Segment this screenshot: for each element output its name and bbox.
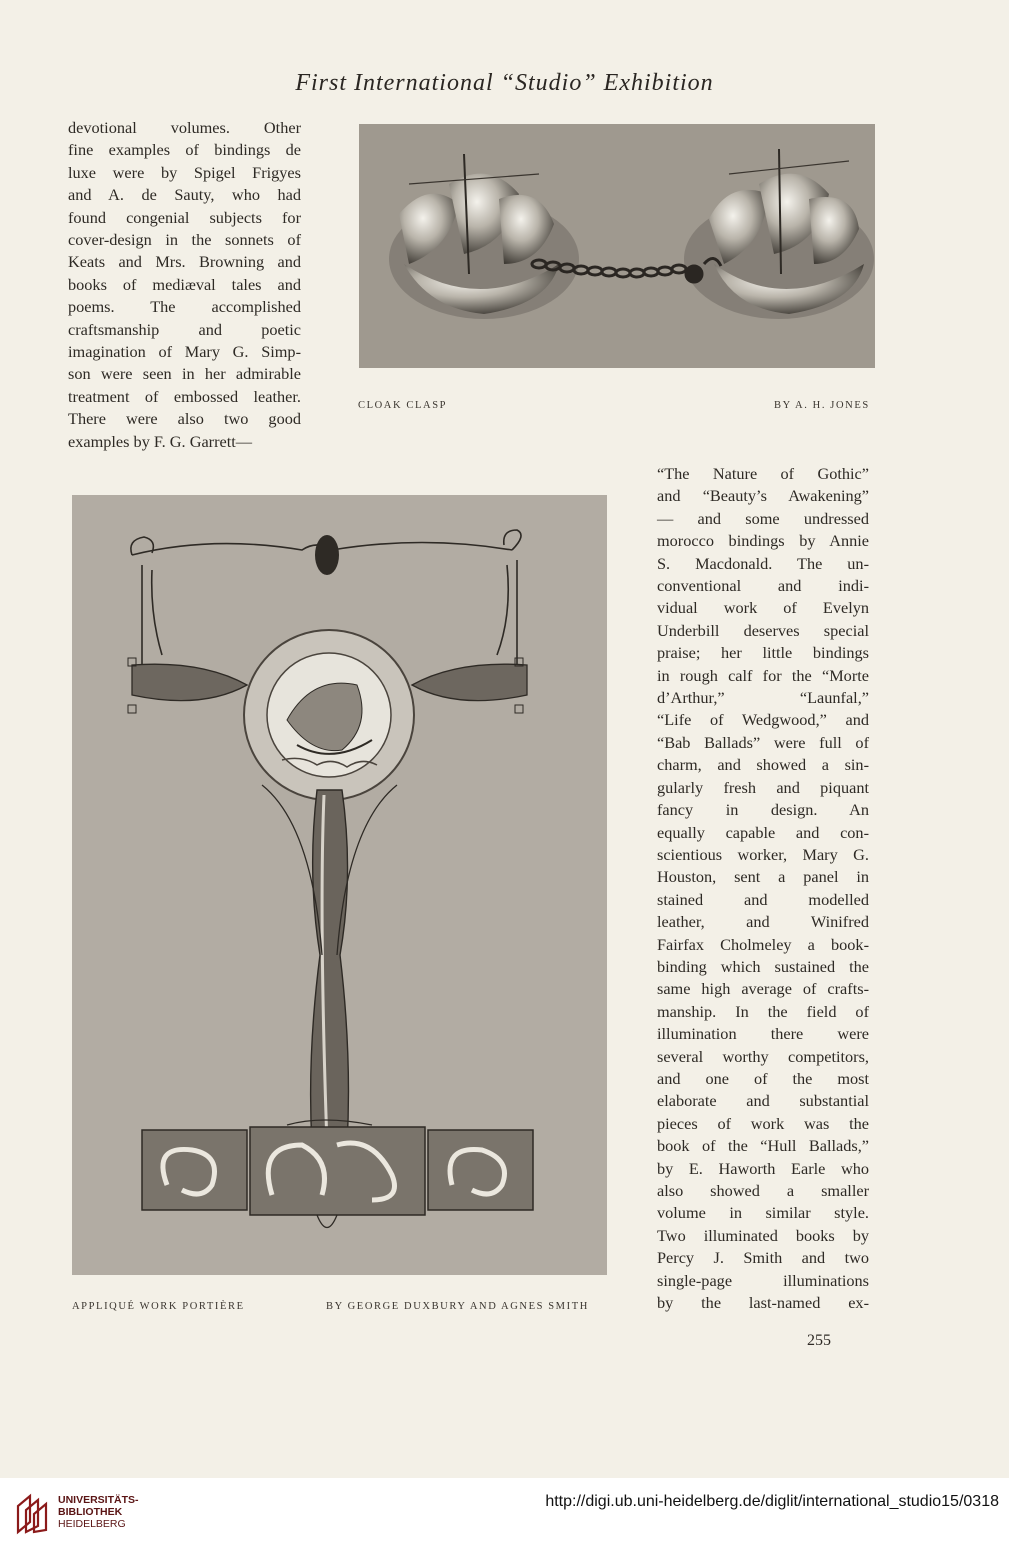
text-line: Houston, sent a panel in bbox=[657, 867, 869, 887]
portiere-caption-credit: BY GEORGE DUXBURY AND AGNES SMITH bbox=[326, 1301, 589, 1312]
text-line: There were also two good bbox=[68, 409, 301, 429]
applique-portiere-photo bbox=[72, 495, 607, 1275]
text-line: Underbill deserves special bbox=[657, 620, 869, 640]
text-line: poems. The accomplished bbox=[68, 297, 301, 317]
library-city: HEIDELBERG bbox=[58, 1518, 126, 1530]
text-line: illumination there were bbox=[657, 1024, 869, 1044]
library-name-line: UNIVERSITÄTS- bbox=[58, 1494, 139, 1506]
text-line: imagination of Mary G. Simp- bbox=[68, 342, 301, 362]
text-line: craftsmanship and poetic bbox=[68, 319, 301, 339]
cloak-clasp-photo bbox=[359, 124, 875, 368]
text-line: “Life of Wedgwood,” and bbox=[657, 710, 869, 730]
clasp-caption-credit: BY A. H. JONES bbox=[774, 400, 870, 411]
text-line: manship. In the field of bbox=[657, 1001, 869, 1021]
text-line: conventional and indi- bbox=[657, 576, 869, 596]
text-line: volume in similar style. bbox=[657, 1203, 869, 1223]
text-line: binding which sustained the bbox=[657, 956, 869, 976]
text-line: gularly fresh and piquant bbox=[657, 777, 869, 797]
text-line: equally capable and con- bbox=[657, 822, 869, 842]
text-line: also showed a smaller bbox=[657, 1181, 869, 1200]
text-line: “Bab Ballads” were full of bbox=[657, 732, 869, 752]
text-line: pieces of work was the bbox=[657, 1113, 869, 1133]
text-line: devotional volumes. Other bbox=[68, 118, 301, 137]
text-line: several worthy competitors, bbox=[657, 1046, 869, 1066]
text-line: — and some undressed bbox=[657, 508, 869, 528]
text-line: Percy J. Smith and two bbox=[657, 1248, 869, 1268]
text-line: treatment of embossed leather. bbox=[68, 386, 301, 406]
text-line: by the last-named ex- bbox=[657, 1293, 869, 1313]
text-line: elaborate and substantial bbox=[657, 1091, 869, 1111]
text-line: cover-design in the sonnets of bbox=[68, 230, 301, 250]
text-line: Fairfax Cholmeley a book- bbox=[657, 934, 869, 954]
right-text-column bbox=[657, 463, 869, 1314]
text-line: by E. Haworth Earle who bbox=[657, 1158, 869, 1178]
text-line: in rough calf for the “Morte bbox=[657, 665, 869, 685]
running-head: First International “Studio” Exhibition bbox=[295, 70, 714, 96]
portiere-caption-title: APPLIQUÉ WORK PORTIÈRE bbox=[72, 1301, 245, 1312]
text-line: Keats and Mrs. Browning and bbox=[68, 252, 301, 272]
text-line: stained and modelled bbox=[657, 889, 869, 909]
text-line: single-page illuminations bbox=[657, 1270, 869, 1290]
text-line: luxe were by Spigel Frigyes bbox=[68, 162, 301, 182]
text-line: charm, and showed a sin- bbox=[657, 755, 869, 775]
text-line: fancy in design. An bbox=[657, 800, 869, 820]
source-url-link[interactable]: http://digi.ub.uni-heidelberg.de/diglit/international_studio15/0318 bbox=[545, 1493, 999, 1510]
text-line: and A. de Sauty, who had bbox=[68, 185, 301, 205]
text-line: and one of the most bbox=[657, 1068, 869, 1088]
text-line: “The Nature of Gothic” bbox=[657, 464, 869, 483]
text-line: book of the “Hull Ballads,” bbox=[657, 1136, 869, 1156]
library-name-line: BIBLIOTHEK bbox=[58, 1506, 123, 1518]
clasp-caption-title: CLOAK CLASP bbox=[358, 400, 448, 411]
text-line: praise; her little bindings bbox=[657, 643, 869, 663]
text-line: morocco bindings by Annie bbox=[657, 531, 869, 551]
left-text-column bbox=[68, 117, 301, 453]
text-line: d’Arthur,” “Launfal,” bbox=[657, 688, 869, 708]
text-line: scientious worker, Mary G. bbox=[657, 844, 869, 864]
page-number: 255 bbox=[807, 1332, 831, 1349]
text-line: and “Beauty’s Awakening” bbox=[657, 486, 869, 506]
text-line: found congenial subjects for bbox=[68, 207, 301, 227]
library-name bbox=[58, 1494, 139, 1530]
text-line: fine examples of bindings de bbox=[68, 140, 301, 160]
text-line: leather, and Winifred bbox=[657, 912, 869, 932]
text-line: examples by F. G. Garrett— bbox=[68, 431, 253, 451]
text-line: vidual work of Evelyn bbox=[657, 598, 869, 618]
text-line: S. Macdonald. The un- bbox=[657, 553, 869, 573]
text-line: books of mediæval tales and bbox=[68, 274, 301, 294]
digitization-footer bbox=[0, 1478, 1009, 1551]
text-line: Two illuminated books by bbox=[657, 1225, 869, 1245]
text-line: same high average of crafts- bbox=[657, 979, 869, 999]
library-logo-icon[interactable] bbox=[14, 1492, 50, 1536]
text-line: son were seen in her admirable bbox=[68, 364, 301, 384]
